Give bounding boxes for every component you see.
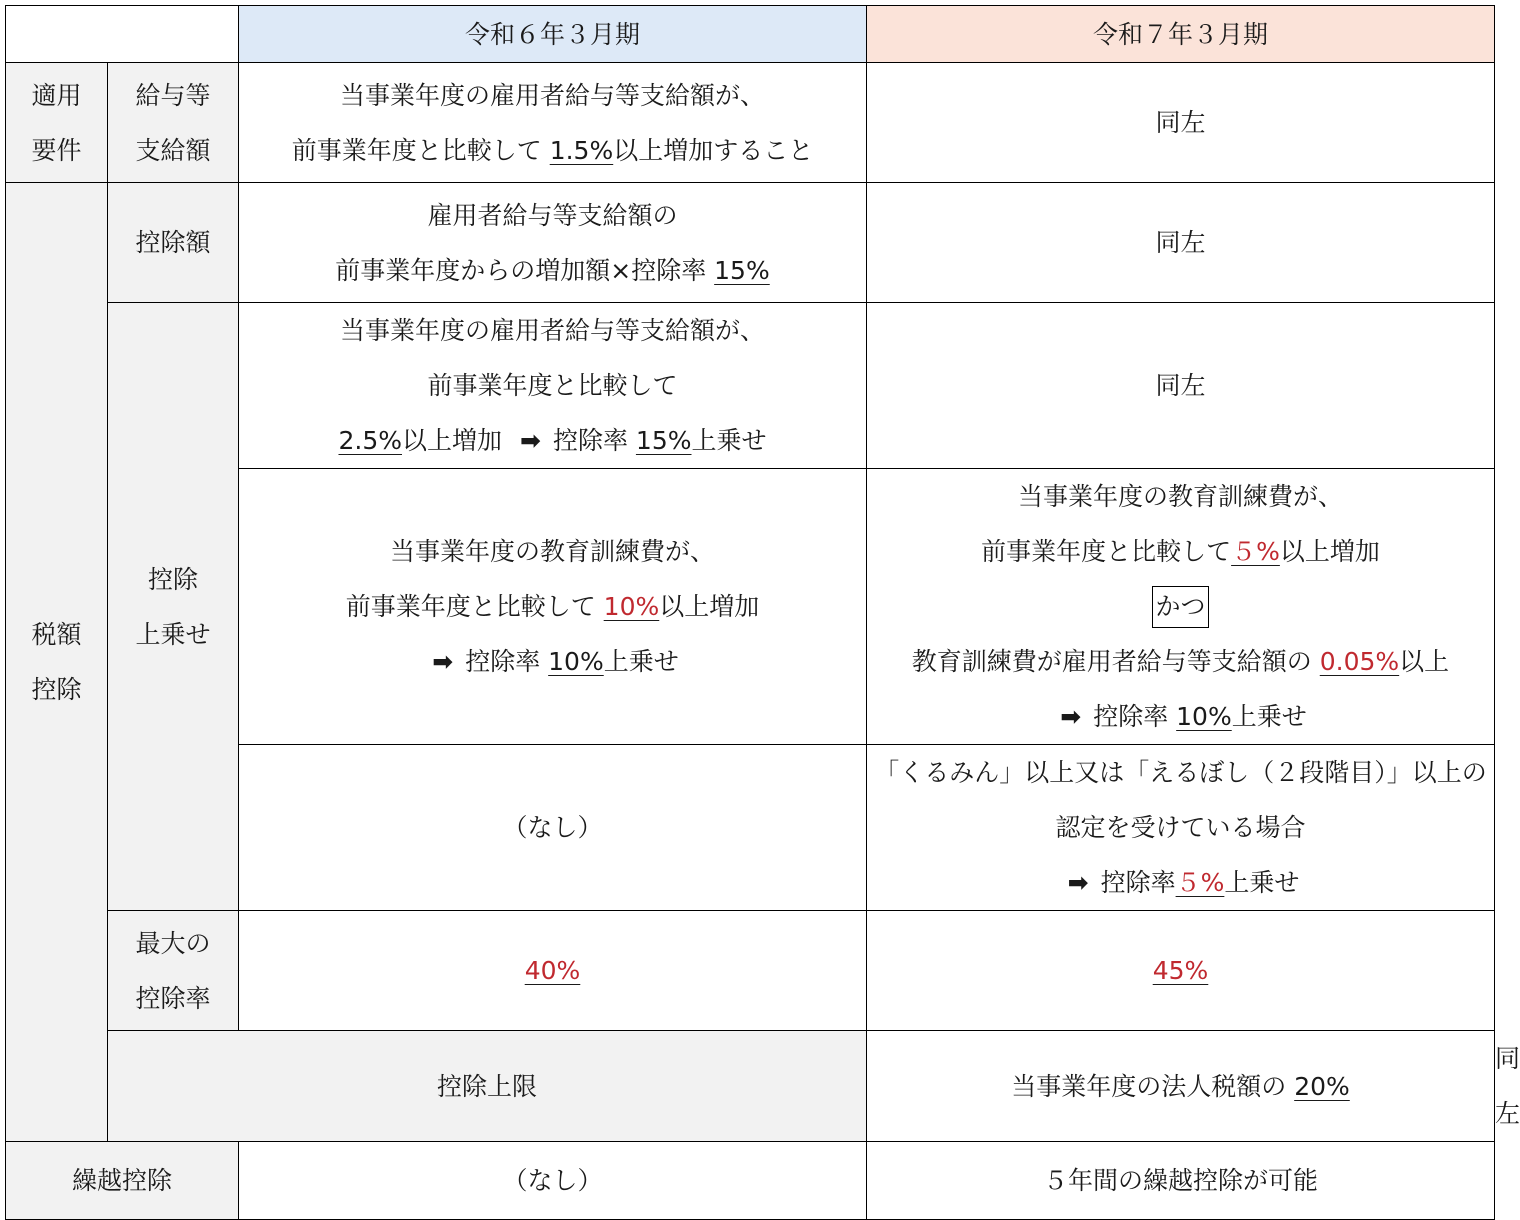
surcharge-cert-r6: （なし） <box>239 745 867 911</box>
text-fragment: 控除率 <box>1093 702 1177 731</box>
row-deduction-amount <box>6 183 1495 303</box>
label-surcharge-1: 控除 <box>147 564 198 594</box>
underlined-value: 10% <box>1176 702 1232 731</box>
label-applicability <box>6 63 108 183</box>
text-line: 当事業年度の教育訓練費が、 <box>1017 482 1343 511</box>
text-line: 「くるみん」以上又は「えるぼし（２段階目）」以上の <box>874 758 1487 787</box>
text-fragment: 以上 <box>1399 647 1450 676</box>
surcharge-cert-r7 <box>867 745 1495 911</box>
text-fragment: 前事業年度と比較して <box>291 135 550 165</box>
label-max-rate <box>108 911 239 1031</box>
text-line <box>867 579 1494 634</box>
label-salary-2: 支給額 <box>135 135 211 165</box>
text-line <box>239 123 866 178</box>
highlighted-value: ５% <box>1231 537 1280 566</box>
highlighted-value: ５% <box>1175 868 1225 897</box>
text-fragment: 前事業年度と比較して <box>345 592 604 621</box>
label-max-rate-1: 最大の <box>135 928 211 958</box>
highlighted-value: 0.05% <box>1319 647 1400 676</box>
carryover-r6: （なし） <box>239 1142 867 1220</box>
text-line <box>239 634 866 689</box>
label-max-rate-2: 控除率 <box>135 983 211 1013</box>
text-line <box>239 243 866 298</box>
highlighted-value: 10% <box>603 592 660 621</box>
corner-cell <box>6 6 239 63</box>
text-line: 雇用者給与等支給額の <box>427 200 678 230</box>
label-carryover: 繰越控除 <box>6 1142 239 1220</box>
text-fragment: 控除率 <box>1100 868 1176 897</box>
text-line <box>867 855 1494 910</box>
text-fragment: 上乗せ <box>1224 868 1300 897</box>
text-fragment: 前事業年度からの増加額×控除率 <box>335 255 715 285</box>
right-arrow-icon: ➡ <box>520 426 541 455</box>
and-box: かつ <box>1152 586 1208 628</box>
label-deduction-amount: 控除額 <box>108 183 239 303</box>
header-reiwa7: 令和７年３月期 <box>867 6 1495 63</box>
label-tax-deduction <box>6 183 108 1142</box>
deduction-amount-r7: 同左 <box>867 183 1495 303</box>
text-line <box>867 634 1494 689</box>
surcharge-training-r6 <box>239 469 867 745</box>
row-max-rate <box>6 911 1495 1031</box>
text-line: 当事業年度の雇用者給与等支給額が、 <box>339 316 765 345</box>
label-applicability-2: 要件 <box>31 135 82 165</box>
label-surcharge <box>108 303 239 911</box>
limit-r6 <box>867 1031 1495 1142</box>
row-applicability <box>6 63 1495 183</box>
text-fragment: 上乗せ <box>691 426 767 455</box>
text-fragment: 以上増加すること <box>613 135 814 165</box>
row-surcharge-salary <box>6 303 1495 469</box>
deduction-amount-r6 <box>239 183 867 303</box>
applicability-r7: 同左 <box>867 63 1495 183</box>
text-fragment: 前事業年度と比較して <box>981 537 1232 566</box>
text-fragment: 控除率 <box>465 647 549 676</box>
label-tax-deduction-1: 税額 <box>31 620 82 649</box>
right-arrow-icon: ➡ <box>432 647 454 676</box>
surcharge-salary-r6 <box>239 303 867 469</box>
max-rate-r6 <box>239 911 867 1031</box>
text-fragment: 以上増加 <box>1279 537 1380 566</box>
text-line: 前事業年度と比較して <box>427 371 678 400</box>
surcharge-training-r7 <box>867 469 1495 745</box>
label-surcharge-2: 上乗せ <box>135 619 211 649</box>
highlighted-value: 40% <box>524 956 581 985</box>
text-line <box>867 524 1494 579</box>
row-carryover <box>6 1142 1495 1220</box>
underlined-value: 2.5% <box>338 426 402 455</box>
text-fragment: 上乗せ <box>1231 702 1307 731</box>
highlighted-value: 45% <box>1152 956 1209 985</box>
text-line: 当事業年度の教育訓練費が、 <box>389 537 715 566</box>
underlined-value: 15% <box>635 426 692 455</box>
text-fragment: 控除率 <box>552 426 636 455</box>
label-limit: 控除上限 <box>108 1031 867 1142</box>
row-limit: 控除上限 当事業年度の法人税額の 20% 同左 <box>6 1031 1495 1142</box>
text-fragment: 教育訓練費が雇用者給与等支給額の <box>911 647 1320 676</box>
text-fragment: 以上増加 <box>402 426 503 455</box>
text-line <box>239 413 866 468</box>
comparison-table-container <box>5 5 1520 1195</box>
carryover-r7: ５年間の繰越控除が可能 <box>867 1142 1495 1220</box>
tax-credit-comparison-table <box>5 5 1520 1220</box>
header-row <box>6 6 1495 63</box>
text-line <box>239 579 866 634</box>
label-applicability-1: 適用 <box>31 80 82 110</box>
surcharge-salary-r7: 同左 <box>867 303 1495 469</box>
text-line: 認定を受けている場合 <box>1055 813 1306 842</box>
max-rate-r7 <box>867 911 1495 1031</box>
underlined-value: 15% <box>714 255 770 285</box>
text-fragment: 上乗せ <box>603 647 679 676</box>
text-fragment: 当事業年度の法人税額の <box>1011 1071 1295 1101</box>
label-salary <box>108 63 239 183</box>
text-line <box>867 689 1494 744</box>
right-arrow-icon: ➡ <box>1067 868 1089 897</box>
text-line: 当事業年度の雇用者給与等支給額が、 <box>339 80 765 110</box>
label-salary-1: 給与等 <box>135 80 211 110</box>
applicability-r6 <box>239 63 867 183</box>
header-reiwa6: 令和６年３月期 <box>239 6 867 63</box>
underlined-value: 10% <box>548 647 604 676</box>
text-fragment: 以上増加 <box>659 592 760 621</box>
label-tax-deduction-2: 控除 <box>31 675 82 704</box>
underlined-value: 20% <box>1294 1071 1350 1101</box>
underlined-value: 1.5% <box>549 135 614 165</box>
right-arrow-icon: ➡ <box>1060 702 1082 731</box>
